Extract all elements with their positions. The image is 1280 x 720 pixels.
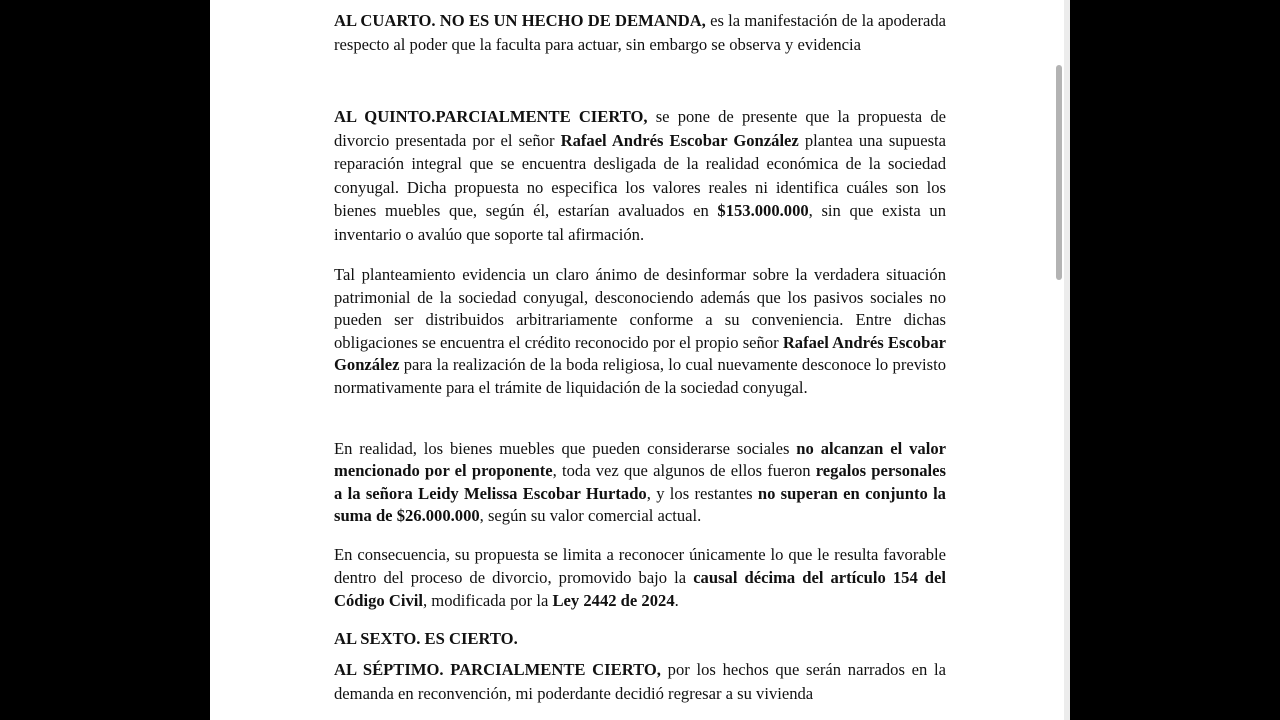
bold-text: AL CUARTO. NO ES UN HECHO DE DEMANDA, (334, 11, 706, 30)
paragraph-al-septimo (334, 658, 946, 705)
paragraph-en-consecuencia (334, 543, 946, 612)
text: En realidad, los bienes muebles que pueden considerarse sociales (334, 439, 797, 458)
bold-text: no alcanzan el valor mencionado por el proponente (334, 439, 946, 481)
bold-text: regalos personales a la señora Leidy Melissa Escobar Hurtado (334, 461, 946, 503)
bold-text: AL QUINTO.PARCIALMENTE CIERTO, (334, 107, 648, 126)
vertical-scrollbar[interactable] (1053, 0, 1065, 720)
text: En consecuencia, su propuesta se limita a reconocer únicamente lo que le resulta favorable dentro del proceso de divorcio, promovido bajo la (334, 545, 946, 587)
text: por los hechos que serán narrados en la demanda en reconvención, mi poderdante decidió regresar a su vivienda (334, 660, 946, 703)
paragraph-al-quinto (334, 105, 946, 247)
scrollbar-thumb[interactable] (1056, 65, 1062, 280)
text: plantea una supuesta reparación integral que se encuentra desligada de la realidad económica de la sociedad conyugal. Dicha propuesta no especifica los valores reales ni identifica cuáles son los bienes muebles que, según él, estarían avaluados en (334, 130, 946, 221)
text: para la realización de la boda religiosa, lo cual nuevamente desconoce lo previsto normativamente para el trámite de liquidación de la sociedad conyugal. (334, 355, 946, 397)
text: se pone de presente que la propuesta de divorcio presentada por el señor (334, 107, 946, 150)
bold-text: AL SEXTO. ES CIERTO. (334, 629, 518, 648)
paragraph-tal-planteamiento (334, 264, 946, 399)
bold-text: Rafael Andrés Escobar González (334, 332, 946, 374)
paragraph-al-cuarto (334, 9, 946, 56)
text: , y los restantes (646, 483, 758, 503)
bold-text: AL SÉPTIMO. PARCIALMENTE CIERTO, (334, 660, 661, 679)
text: , según su valor comercial actual. (479, 506, 702, 526)
bold-text: $153.000.000 (717, 201, 809, 221)
text: , toda vez que algunos de ellos fueron (552, 461, 816, 481)
bold-text: causal décima del artículo 154 del Código Civil (334, 568, 946, 610)
text: , sin que exista un inventario o avalúo que soporte tal afirmación. (334, 201, 946, 244)
paragraph-en-realidad (334, 438, 946, 528)
paragraph-al-sexto (334, 627, 946, 650)
bold-text: Ley 2442 de 2024 (552, 591, 675, 610)
bold-text: no superan en conjunto la suma de $26.000.000 (334, 483, 946, 526)
text: es la manifestación de la apoderada respecto al poder que la faculta para actuar, sin embargo se observa y evidencia (334, 11, 946, 54)
bold-text: Rafael Andrés Escobar González (560, 130, 799, 150)
text: , modificada por la (422, 591, 553, 610)
text: . (674, 591, 679, 610)
text: Tal planteamiento evidencia un claro ánimo de desinformar sobre la verdadera situación patrimonial de la sociedad conyugal, desconociendo además que los pasivos sociales no pueden ser distribuidos arbitrariamente conforme a su conveniencia. Entre dichas obligaciones se encuentra el crédito reconocido por el propio señor (334, 265, 946, 352)
